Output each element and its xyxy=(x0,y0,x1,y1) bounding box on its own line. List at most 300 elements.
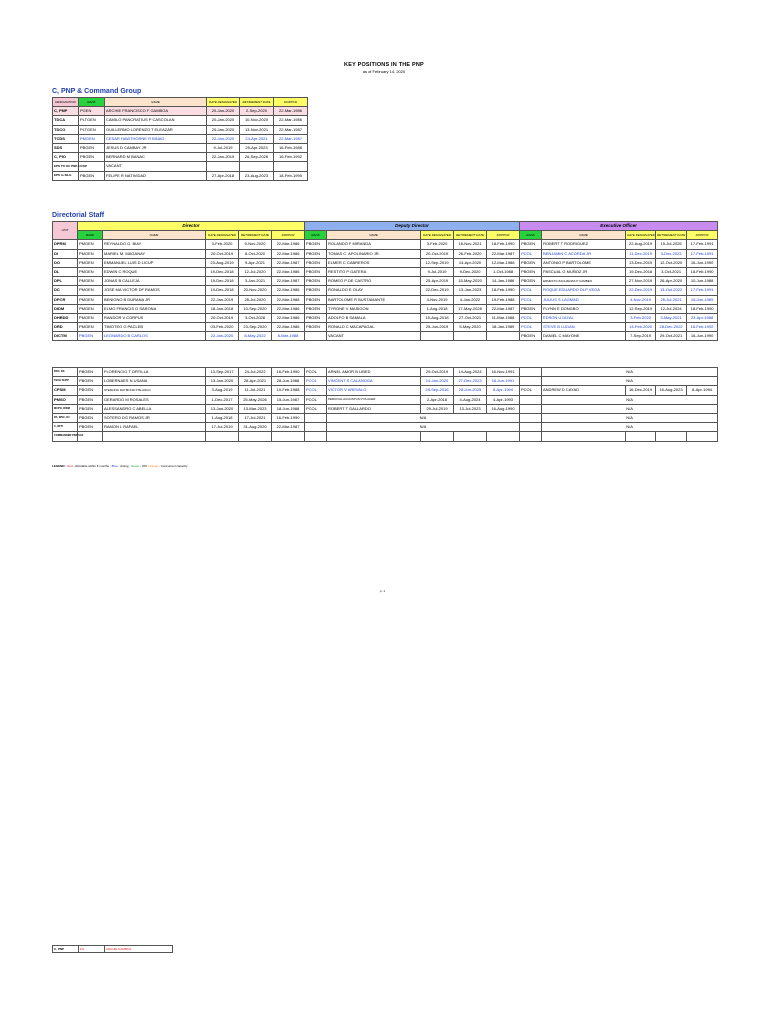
name-cell: ARCHIE FRANCISCO F GAMBOA xyxy=(105,107,207,116)
retirement-date-cell: 14-Aug-2024 xyxy=(454,368,487,377)
name-cell: BENJAMIN C ACORDA JR xyxy=(542,249,626,258)
unit-cell: DPCR xyxy=(53,295,78,304)
retirement-date-cell: 3-Jan-2021 xyxy=(239,277,272,286)
retirement-date-cell: 15-May-2020 xyxy=(454,277,487,286)
date-designated-cell: 20-Oct-2019 xyxy=(206,249,239,258)
doppcr-cell: 16-Feb-1990 xyxy=(272,368,305,377)
rank-cell: PBGEN xyxy=(305,249,327,258)
retirement-date-cell: 3-Oct-2021 xyxy=(656,267,687,276)
legend-label: LEGEND : xyxy=(52,464,67,468)
retirement-date-cell: 9-Nov-2020 xyxy=(239,240,272,249)
name-cell: DANIEL C MAYONE xyxy=(542,332,626,341)
date-designated-cell: 16-Dec-2019 xyxy=(626,386,656,395)
name-cell: RONALDO E OLAY xyxy=(327,286,421,295)
name-cell: N/A xyxy=(542,413,718,422)
retirement-date-cell: 12-Oct-2020 xyxy=(656,258,687,267)
rank-cell xyxy=(520,404,542,413)
header-retirement-date: RETIREMENT DATE xyxy=(239,231,272,240)
table-row xyxy=(53,286,718,295)
rank-cell: PBGEN xyxy=(305,304,327,313)
doppcr-cell: 8-Mar-1988 xyxy=(272,332,305,341)
footer-designation: C, PNP xyxy=(53,946,79,953)
page-subtitle: as of February 14, 2020 xyxy=(362,69,406,74)
date-designated-cell: 12-Sep-2019 xyxy=(626,304,656,313)
footer-row xyxy=(52,945,173,953)
retirement-date-cell: 17-Jul-2021 xyxy=(239,413,272,422)
table-row xyxy=(53,313,718,322)
name-cell: N/A xyxy=(542,368,718,377)
unit-cell: DC xyxy=(53,286,78,295)
date-designated-cell: 3-Feb-2020 xyxy=(206,240,239,249)
rank-cell: PCOL xyxy=(520,295,542,304)
unit-cell: DPRM xyxy=(53,240,78,249)
unit-cell: DICTM xyxy=(53,332,78,341)
date-designated-cell: 17-Jul-2019 xyxy=(206,423,239,432)
date-designated-cell: 4-Nov-2019 xyxy=(421,295,454,304)
name-cell: EDWIN C ROQUE xyxy=(103,267,206,276)
doppcr-cell: 18-Jun-1988 xyxy=(272,404,305,413)
date-designated-cell xyxy=(207,162,240,171)
table-row xyxy=(53,323,718,332)
rank-cell xyxy=(305,413,327,422)
rank-cell: PCOL xyxy=(305,377,327,386)
doppcr-cell: 17-Feb-1991 xyxy=(687,240,718,249)
doppcr-cell: 16-Jun-1990 xyxy=(687,258,718,267)
header-name: NAME xyxy=(327,231,421,240)
retirement-date-cell: 26-Apr-2020 xyxy=(656,277,687,286)
retirement-date-cell: 12-Jul-2024 xyxy=(656,304,687,313)
date-designated-cell: 19-Dec-2018 xyxy=(206,267,239,276)
table-row xyxy=(53,368,718,377)
retirement-date-cell: 13-Jan-2023 xyxy=(454,286,487,295)
rank-cell: PBGEN xyxy=(78,404,103,413)
name-cell: BARTOLOME R BUSTAMANTE xyxy=(327,295,421,304)
date-designated-cell: 19-Dec-2018 xyxy=(206,286,239,295)
name-cell: VICTOR V AREVALO xyxy=(327,386,421,395)
legend-green: Green xyxy=(130,464,140,468)
designation-cell: TDCO xyxy=(53,125,79,134)
retirement-date-cell: 15-Jul-2025 xyxy=(656,240,687,249)
doppcr-cell: 22-Mar-1988 xyxy=(272,295,305,304)
date-designated-cell: 11-Dec-2019 xyxy=(626,249,656,258)
header-rank: RANK xyxy=(79,98,105,107)
retirement-date-cell: 10-Nov-2020 xyxy=(240,116,274,125)
date-designated-cell: 23-Aug-2019 xyxy=(206,258,239,267)
table-row xyxy=(53,304,718,313)
date-designated-cell: 3-Feb-2020 xyxy=(626,313,656,322)
date-designated-cell: 20-Oct-2019 xyxy=(421,249,454,258)
name-cell: STERLING RAYMUND P BLANCO xyxy=(103,386,206,395)
date-designated-cell: 29-Oct-2019 xyxy=(421,368,454,377)
name-cell: FELIPE R NATIVIDAD xyxy=(105,171,207,180)
retirement-date-cell: 5-May-2020 xyxy=(454,323,487,332)
unit-cell: DSC, DS xyxy=(53,368,78,377)
name-cell: ROMEO P DE CASTRO xyxy=(327,277,421,286)
name-cell: CESAR HAWTHORNE R BINAG xyxy=(105,134,207,143)
name-cell: N/A xyxy=(542,404,718,413)
name-cell: ROQUE EDUARDO DLP VEGA xyxy=(542,286,626,295)
unit-cell: DL xyxy=(53,267,78,276)
retirement-date-cell: 29-Oct-2021 xyxy=(656,332,687,341)
table-row xyxy=(53,432,718,441)
date-designated-cell xyxy=(421,432,454,441)
header-retirement-date: RETIREMENT DATE xyxy=(240,98,274,107)
retirement-date-cell: 2-Sep-2020 xyxy=(240,107,274,116)
date-designated-cell: 18-Jan-2018 xyxy=(206,304,239,313)
header-doppcr: DOPPCR xyxy=(487,231,520,240)
date-designated-cell: 4-Nov-2019 xyxy=(626,295,656,304)
doppcr-cell: 22-Mar-1986 xyxy=(272,323,305,332)
unit-cell: DI xyxy=(53,249,78,258)
doppcr-cell: 16-Feb-1988 xyxy=(274,143,308,152)
rank-cell: PBGEN xyxy=(78,386,103,395)
retirement-date-cell xyxy=(454,332,487,341)
name-cell: GERARDO M ROSALES xyxy=(103,395,206,404)
rank-cell xyxy=(520,368,542,377)
retirement-date-cell: 11-Jul-2021 xyxy=(239,386,272,395)
doppcr-cell: 22-Mar-1986 xyxy=(272,313,305,322)
retirement-date-cell: 10-Sep-2020 xyxy=(239,304,272,313)
doppcr-cell: 18-Feb-1990 xyxy=(487,286,520,295)
rank-cell: PBGEN xyxy=(305,295,327,304)
name-cell: N/A xyxy=(542,395,718,404)
name-cell: LEONARDO B CARLOS xyxy=(103,332,206,341)
doppcr-cell: 16-Jun-1990 xyxy=(687,332,718,341)
rank-cell xyxy=(520,377,542,386)
name-cell: BERNARD M BANAC xyxy=(105,153,207,162)
name-cell: N/A xyxy=(542,377,718,386)
date-designated-cell: 7-Sep-2019 xyxy=(626,332,656,341)
date-designated-cell: 13-Dec-2019 xyxy=(626,258,656,267)
date-designated-cell: 9-Jul-2019 xyxy=(207,143,240,152)
rank-cell: PBGEN xyxy=(305,277,327,286)
table-row xyxy=(53,134,308,143)
doppcr-cell: 22-Mar-1986 xyxy=(274,116,308,125)
doppcr-cell: 22-Mar-1986 xyxy=(272,249,305,258)
doppcr-cell: 22-Mar-1987 xyxy=(487,304,520,313)
page-number: p. 1 xyxy=(380,589,386,593)
designation-cell: TCDS xyxy=(53,134,79,143)
legend-orange: Orange xyxy=(148,464,159,468)
header-date-designated: DATE DESIGNATED xyxy=(206,231,239,240)
date-designated-cell: 13-Jan-2020 xyxy=(206,377,239,386)
date-designated-cell: 9-Jul-2019 xyxy=(421,267,454,276)
name-cell: JULIUS S LAGMAD xyxy=(542,295,626,304)
rank-cell: PBGEN xyxy=(520,267,542,276)
date-designated-cell: 19-Dec-2018 xyxy=(626,267,656,276)
date-designated-cell: 14-Feb-2020 xyxy=(626,323,656,332)
retirement-date-cell: 24-Apr-2021 xyxy=(240,134,274,143)
table-row xyxy=(53,267,718,276)
retirement-date-cell xyxy=(239,432,272,441)
rank-cell: PMGEN xyxy=(78,313,103,322)
table-row xyxy=(53,171,308,180)
name-cell: FLYNN E DONGBO xyxy=(542,304,626,313)
header-name: NAME xyxy=(542,231,626,240)
name-cell: MARIEL M. MAGANAY xyxy=(103,249,206,258)
name-cell: EDSON U DIZAL xyxy=(542,313,626,322)
retirement-date-cell: 28-Jul-2020 xyxy=(239,295,272,304)
footer-name: ARCHIE GAMBOA xyxy=(105,946,173,953)
date-designated-cell: 19-Dec-2018 xyxy=(206,277,239,286)
rank-cell: PCOL xyxy=(520,386,542,395)
doppcr-cell: 18-Feb-1990 xyxy=(687,267,718,276)
rank-cell: PMGEN xyxy=(78,249,103,258)
doppcr-cell: 22-Mar-1987 xyxy=(272,423,305,432)
date-designated-cell: 27-Apr-2018 xyxy=(207,171,240,180)
rank-cell: PBGEN xyxy=(520,258,542,267)
rank-cell: PCOL xyxy=(305,404,327,413)
doppcr-cell: 12-Mar-1988 xyxy=(487,258,520,267)
designation-cell: C, PIO xyxy=(53,153,79,162)
doppcr-cell: 22-Mar-1987 xyxy=(274,134,308,143)
name-cell: ALESSANDRO C ABELLA xyxy=(103,404,206,413)
doppcr-cell: 22-Mar-1987 xyxy=(272,258,305,267)
rank-cell: PBGEN xyxy=(520,240,542,249)
date-designated-cell: 22-Dec-2019 xyxy=(626,286,656,295)
rank-cell: PBGEN xyxy=(78,368,103,377)
rank-cell: PLTGEN xyxy=(79,125,105,134)
unit-cell: DIDM xyxy=(53,304,78,313)
name-cell: N/A xyxy=(327,413,520,422)
name-cell: ADOLFO B SAMALA xyxy=(327,313,421,322)
legend-red: Red xyxy=(67,464,73,468)
rank-cell: PBGEN xyxy=(305,323,327,332)
name-cell: VINCENT S CALANOGA xyxy=(327,377,421,386)
table-row xyxy=(53,162,308,171)
rank-cell: PMGEN xyxy=(78,240,103,249)
doppcr-cell: 19-Feb-1988 xyxy=(487,295,520,304)
name-cell: RANDOR V CORPUS xyxy=(103,313,206,322)
rank-cell: PBGEN xyxy=(305,267,327,276)
rank-cell: PBGEN xyxy=(520,277,542,286)
date-designated-cell: 22-Jan-2019 xyxy=(207,153,240,162)
directorial-staff-title: Directorial Staff xyxy=(52,212,105,219)
date-designated-cell: 25-Apr-2019 xyxy=(421,277,454,286)
name-cell: VACANT xyxy=(327,332,421,341)
header-rank: RANK xyxy=(78,231,103,240)
date-designated-cell: 1-Aug-2018 xyxy=(206,413,239,422)
rank-cell: PCOL xyxy=(305,395,327,404)
rank-cell: PLTGEN xyxy=(79,116,105,125)
rank-cell: PMGEN xyxy=(79,134,105,143)
retirement-date-cell: 27-Dec-2023 xyxy=(454,377,487,386)
rank-cell xyxy=(305,432,327,441)
doppcr-cell: 22-Mar-1986 xyxy=(272,240,305,249)
date-designated-cell: 13-Jan-2020 xyxy=(206,404,239,413)
date-designated-cell: 29-Jul-2019 xyxy=(421,404,454,413)
table-row xyxy=(53,249,718,258)
doppcr-cell: 22-Mar-1987 xyxy=(487,249,520,258)
date-designated-cell: 22-Jan-2020 xyxy=(207,134,240,143)
band-deputy-director: Deputy Director xyxy=(305,222,520,231)
retirement-date-cell: 25-May-2026 xyxy=(239,395,272,404)
rank-cell xyxy=(520,413,542,422)
rank-cell: PCOL xyxy=(305,386,327,395)
table-row xyxy=(53,413,718,422)
table-row xyxy=(53,377,718,386)
retirement-date-cell: 3-Oct-2028 xyxy=(239,313,272,322)
rank-cell: PCOL xyxy=(305,368,327,377)
legend-orange-text: - Concurrent capacity xyxy=(158,464,188,468)
retirement-date-cell xyxy=(656,432,687,441)
retirement-date-cell: 17-May-2028 xyxy=(454,304,487,313)
directorial-staff-table xyxy=(52,221,718,341)
doppcr-cell: 17-Feb-1991 xyxy=(687,286,718,295)
rank-cell: PMGEN xyxy=(78,323,103,332)
name-cell: PERCIVAL AUGUSTUS P PLACER xyxy=(327,395,421,404)
header-doppcr: DOPPCR xyxy=(274,98,308,107)
retirement-date-cell: 28-Dec-2022 xyxy=(656,323,687,332)
unit-cell: COMMANDER PNP SAF xyxy=(53,432,78,441)
doppcr-cell: 10-Jun-1988 xyxy=(687,277,718,286)
rank-cell: PBGEN xyxy=(520,332,542,341)
name-cell: STEVE B LUDAN xyxy=(542,323,626,332)
band-executive-officer: Executive Officer xyxy=(520,222,718,231)
designation-cell: EPS to SILG xyxy=(53,171,79,180)
rank-cell: PMGEN xyxy=(78,277,103,286)
doppcr-cell: 22-Mar-1986 xyxy=(272,267,305,276)
doppcr-cell xyxy=(274,162,308,171)
header-date-designated: DATE DESIGNATED xyxy=(421,231,454,240)
date-designated-cell: 3-Feb-2020 xyxy=(421,240,454,249)
table-row xyxy=(53,125,308,134)
table-row xyxy=(53,153,308,162)
date-designated-cell: 28-Sep-2016 xyxy=(421,386,454,395)
name-cell: EMMANUEL LUIS D LICUP xyxy=(103,258,206,267)
header-rank: RANK xyxy=(305,231,327,240)
name-cell: N/A xyxy=(327,423,520,432)
retirement-date-cell: 9-Apr-2021 xyxy=(239,258,272,267)
name-cell xyxy=(327,432,421,441)
rank-cell: PBGEN xyxy=(79,153,105,162)
rank-cell xyxy=(520,395,542,404)
name-cell: ANTONIO P BARTOLOME xyxy=(542,258,626,267)
legend xyxy=(52,464,188,468)
header-retirement-date: RETIREMENT DATE xyxy=(454,231,487,240)
name-cell: BENIGNO B DURANA JR xyxy=(103,295,206,304)
doppcr-cell: 22-Mar-1987 xyxy=(272,277,305,286)
name-cell: RESTITO P GATERA xyxy=(327,267,421,276)
doppcr-cell: 23-Apr-1988 xyxy=(687,313,718,322)
name-cell: ELMER C CABREROS xyxy=(327,258,421,267)
doppcr-cell: 16-Aug-1990 xyxy=(487,404,520,413)
unit-cell: DRD xyxy=(53,323,78,332)
retirement-date-cell: 26-Feb-2020 xyxy=(454,249,487,258)
table-row xyxy=(53,395,718,404)
unit-cell: DHRDD xyxy=(53,313,78,322)
legend-blue: Blue xyxy=(111,464,118,468)
retirement-date-cell: 24-Jul-2022 xyxy=(239,368,272,377)
command-group-title: C, PNP & Command Group xyxy=(52,88,142,95)
rank-cell: PCOL xyxy=(520,286,542,295)
doppcr-cell: 16-Feb-1990 xyxy=(272,413,305,422)
name-cell: ERNESTO ZACHARIAS P CAMBEO xyxy=(542,277,626,286)
unit-cell: MCPO, DIDM xyxy=(53,404,78,413)
header-designation: DESIGNATION xyxy=(53,98,79,107)
rank-cell xyxy=(520,423,542,432)
table-row xyxy=(53,332,718,341)
page-title: KEY POSITIONS IN THE PNP xyxy=(344,62,424,68)
rank-cell: PBGEN xyxy=(305,258,327,267)
retirement-date-cell: 23-Aug-2023 xyxy=(240,171,274,180)
table-row xyxy=(53,386,718,395)
retirement-date-cell: 26-Sep-2026 xyxy=(240,153,274,162)
doppcr-cell: 18-Feb-1990 xyxy=(274,171,308,180)
date-designated-cell: 3-Aug-2019 xyxy=(206,386,239,395)
retirement-date-cell: 20-Nov-2020 xyxy=(239,286,272,295)
name-cell: ANDREW D CAYAD xyxy=(542,386,626,395)
retirement-date-cell: 4-Jan-2022 xyxy=(454,295,487,304)
doppcr-cell: 18-Feb-1990 xyxy=(687,304,718,313)
doppcr-cell: 15-Jun-1987 xyxy=(272,395,305,404)
rank-cell: PGEN xyxy=(79,107,105,116)
rank-cell: PBGEN xyxy=(79,143,105,152)
table-row xyxy=(53,240,718,249)
date-designated-cell: 03-Feb-2020 xyxy=(206,323,239,332)
rank-cell: PCOL xyxy=(520,313,542,322)
date-designated-cell: 1-Aug-2018 xyxy=(421,304,454,313)
doppcr-cell: 17-Feb-1991 xyxy=(687,249,718,258)
name-cell: JONAS B CALLEJA xyxy=(103,277,206,286)
retirement-date-cell: 4-Aug-2024 xyxy=(454,395,487,404)
retirement-date-cell: 26-Jul-2021 xyxy=(656,295,687,304)
retirement-date-cell: 27-Oct-2021 xyxy=(454,313,487,322)
retirement-date-cell: 14-Apr-2020 xyxy=(454,258,487,267)
unit-cell: CPSM xyxy=(53,386,78,395)
name-cell: N/A xyxy=(542,423,718,432)
rank-cell: PBGEN xyxy=(520,304,542,313)
name-cell: TIMOTEO G PACLEB xyxy=(103,323,206,332)
name-cell: JESUS D CAMBAY JR xyxy=(105,143,207,152)
rank-cell: PCOL xyxy=(520,249,542,258)
name-cell: RONALD C MACAPAGAL xyxy=(327,323,421,332)
retirement-date-cell: 28-Jun-2025 xyxy=(454,386,487,395)
retirement-date-cell: 12-Jul-2020 xyxy=(239,267,272,276)
header-name: NAME xyxy=(103,231,206,240)
unit-cell: C, NFTI xyxy=(53,423,78,432)
rank-cell xyxy=(305,332,327,341)
designation-cell: SDS xyxy=(53,143,79,152)
retirement-date-cell xyxy=(454,432,487,441)
date-designated-cell: 15-Aug-2018 xyxy=(421,313,454,322)
retirement-date-cell: 8-Oct-2020 xyxy=(239,249,272,258)
name-cell: ROBERT T RODRIGUEZ xyxy=(542,240,626,249)
unit-cell: PMSO xyxy=(53,395,78,404)
date-designated-cell: 2-Apr-2018 xyxy=(421,395,454,404)
name-cell: ROBERT T GALLARDO xyxy=(327,404,421,413)
name-cell xyxy=(542,432,626,441)
name-cell: LOBERNAES N USANA xyxy=(103,377,206,386)
name-cell: TYRONE V MASIGON xyxy=(327,304,421,313)
retirement-date-cell: 25-Apr-2023 xyxy=(240,143,274,152)
doppcr-cell: 8-Apr-1994 xyxy=(487,386,520,395)
name-cell: GUILLERMO LORENZO T ELEAZAR xyxy=(105,125,207,134)
doppcr-cell: 28-Jun-1988 xyxy=(272,377,305,386)
doppcr-cell: 15-Jun-1989 xyxy=(687,295,718,304)
date-designated-cell xyxy=(626,432,656,441)
rank-cell: PBGEN xyxy=(79,171,105,180)
header-name: NAME xyxy=(105,98,207,107)
doppcr-cell: 11-Mar-1988 xyxy=(487,313,520,322)
name-cell: ARNEL AMOR B LIBED xyxy=(327,368,421,377)
date-designated-cell: 22-Dec-2019 xyxy=(421,286,454,295)
date-designated-cell: 20-Jan-2020 xyxy=(207,125,240,134)
retirement-date-cell: 13-Oct-2022 xyxy=(656,286,687,295)
footer-rank: PG xyxy=(79,946,105,953)
retirement-date-cell: 8-May-2022 xyxy=(239,332,272,341)
other-staff-table xyxy=(52,367,718,442)
